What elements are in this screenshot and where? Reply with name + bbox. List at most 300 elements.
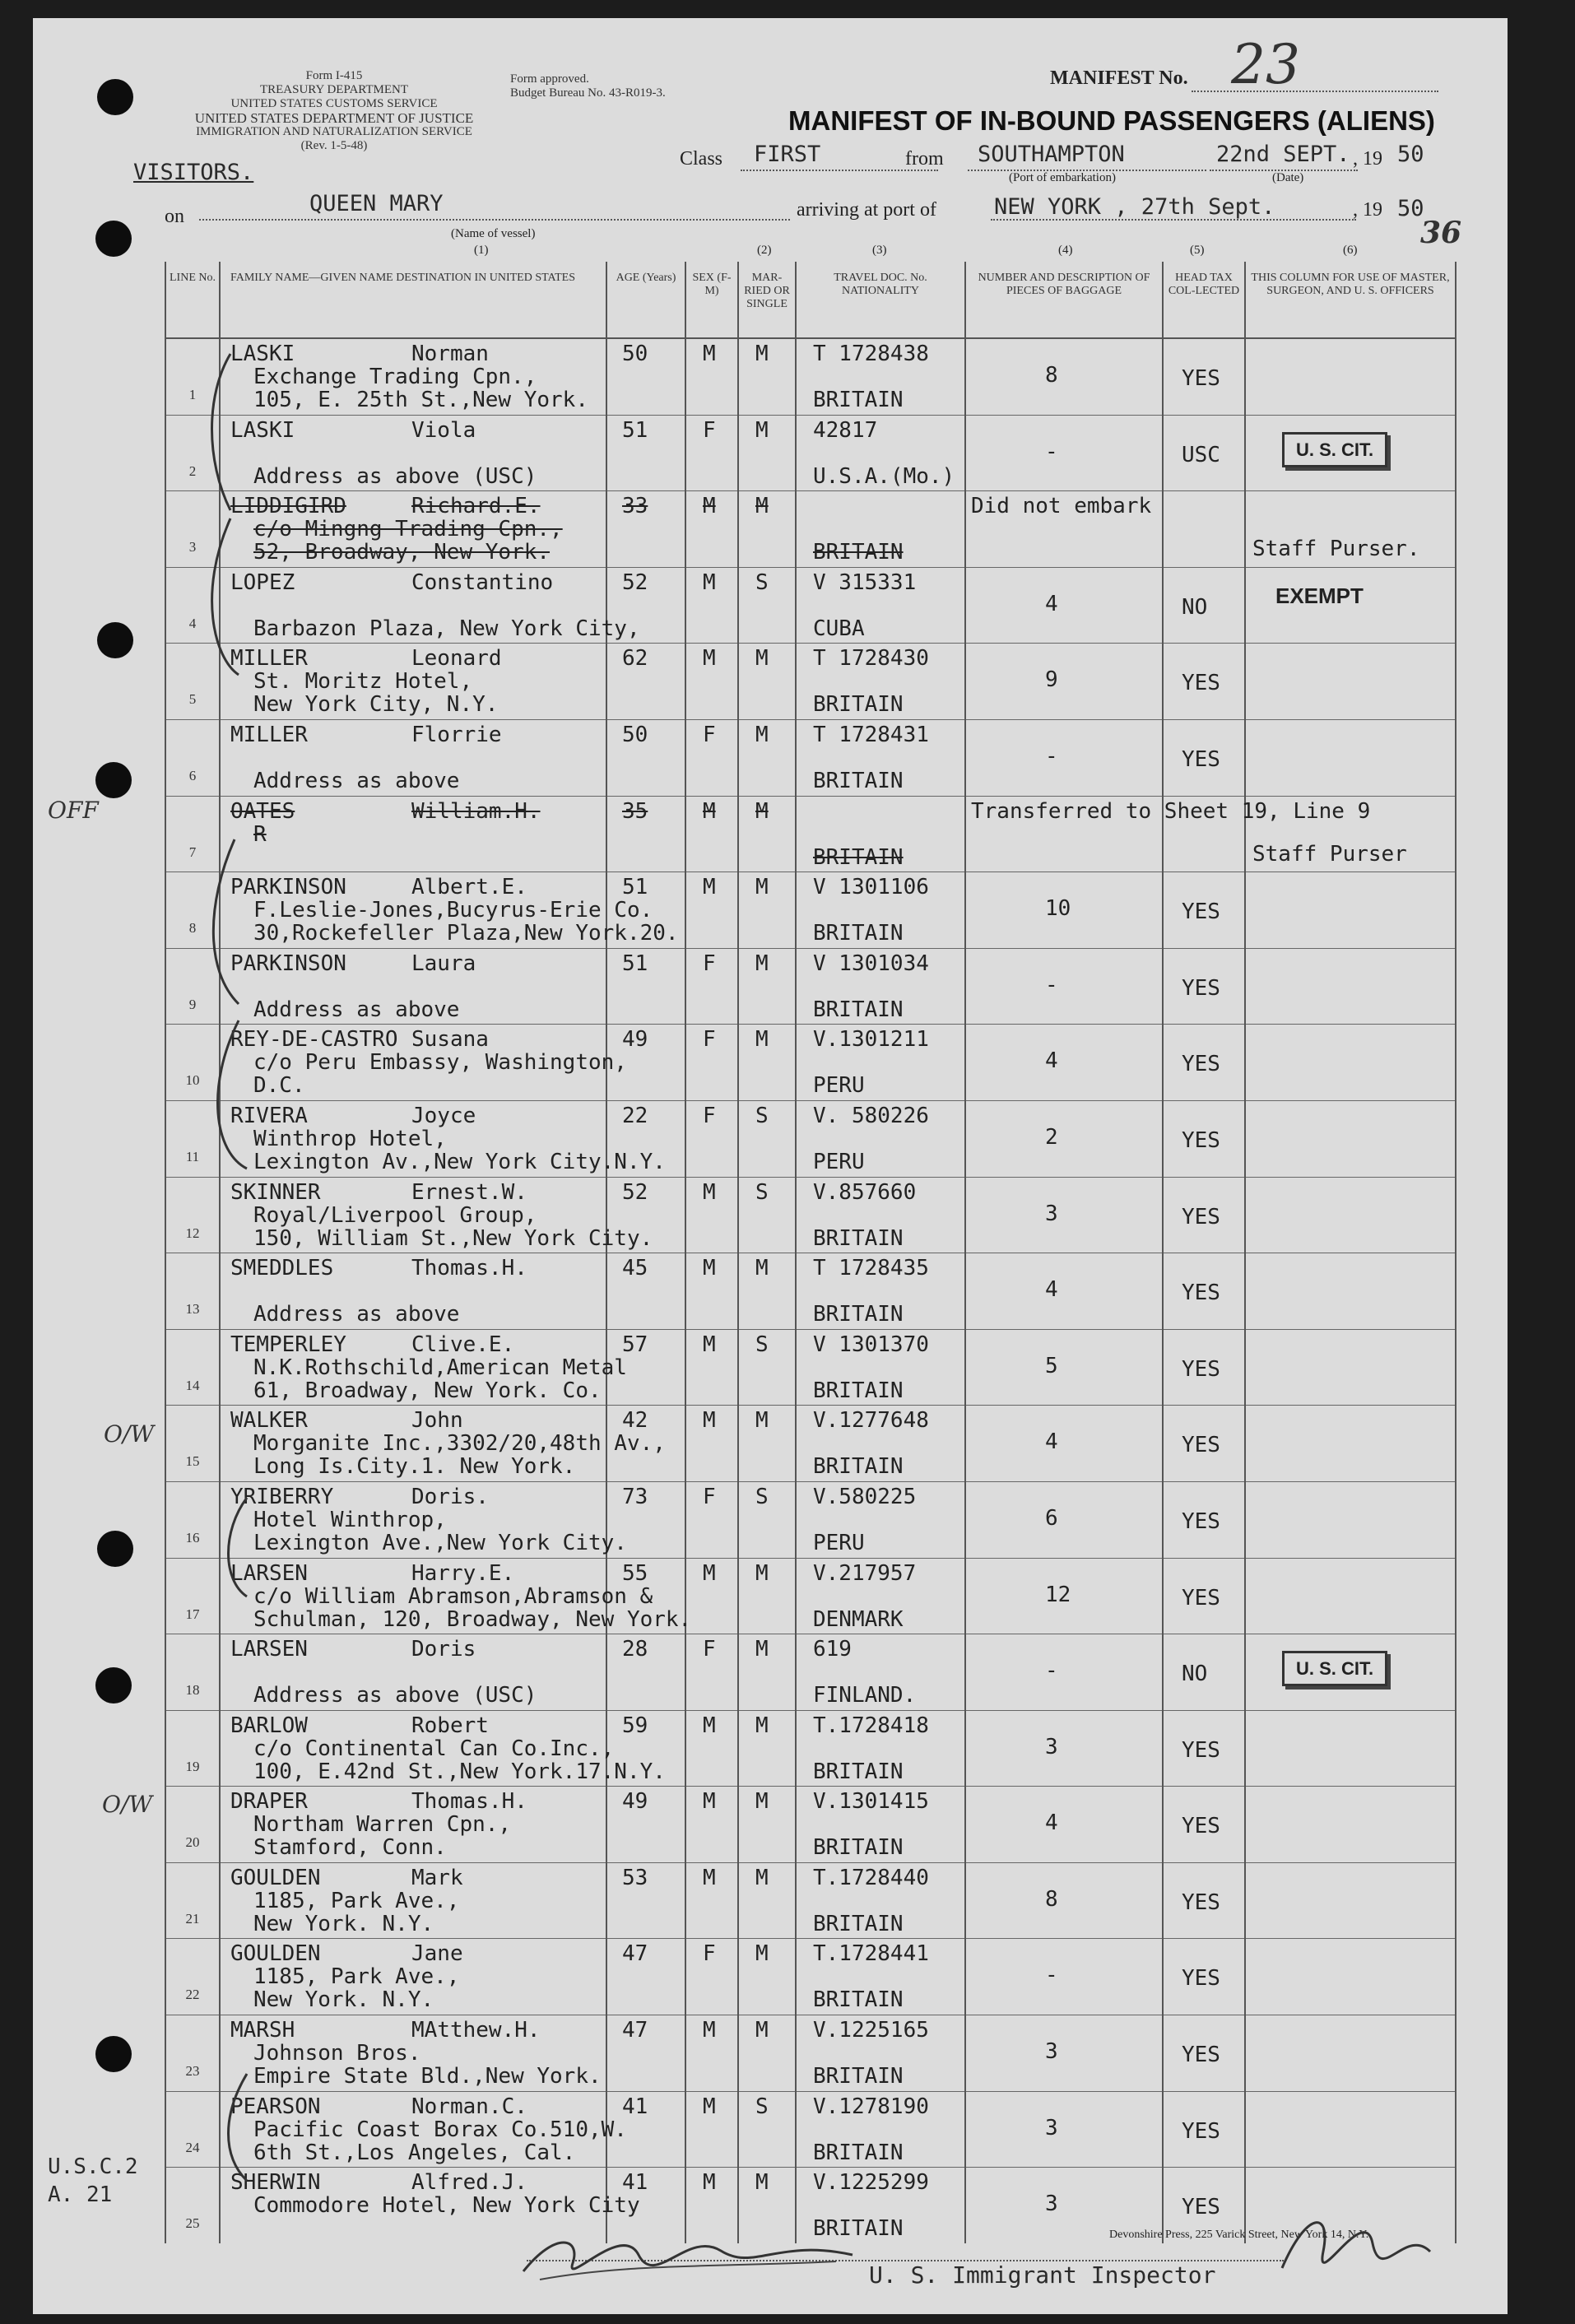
given-name: MAtthew.H. [411,2018,541,2043]
destination-line-2: Stamford, Conn. [253,1835,447,1861]
form-id-block [161,69,507,153]
initials-signature [1274,2194,1438,2284]
baggage-count: - [1045,1963,1058,1988]
age-cell [606,491,685,568]
passenger-row [165,1406,1456,1482]
exempt-stamp: EXEMPT [1275,583,1364,608]
age: 41 [622,2170,648,2196]
given-name: Viola [411,417,476,443]
destination-line-1: Morganite Inc.,3302/20,48th Av., [253,1431,666,1457]
head-tax-cell [1163,1787,1245,1863]
baggage-count: 3 [1045,1201,1058,1226]
passenger-row [165,1558,1456,1634]
baggage-count: - [1045,972,1058,997]
family-name: LIDDIGIRD [230,494,346,519]
destination-line-1: c/o Mingng Trading Cpn., [253,517,563,542]
age: 73 [622,1484,648,1509]
punch-hole [97,79,133,115]
age: 57 [622,1332,648,1357]
officer-remarks-cell [1245,644,1456,720]
age-cell [606,719,685,796]
baggage-cell [965,491,1163,568]
line-number: 19 [185,1758,200,1774]
sex-cell [685,2015,738,2092]
family-name: SHERWIN [230,2170,321,2196]
sex: F [703,1637,716,1662]
sex: M [703,1713,716,1738]
head-tax: NO [1182,1662,1208,1687]
name-cell [220,948,606,1025]
bracket-marks [173,346,272,2238]
officer-remarks-cell [1245,796,1456,872]
passenger-row [165,1634,1456,1711]
officer-remarks-cell [1245,2015,1456,2092]
nationality: FINLAND. [813,1683,917,1708]
family-name: BARLOW [230,1713,308,1738]
age-cell [606,1710,685,1787]
given-name: Jane [411,1941,463,1967]
sex: M [703,1560,716,1586]
head-tax: YES [1182,1889,1220,1915]
sex-cell [685,644,738,720]
given-name: Thomas.H. [411,1789,527,1815]
name-cell [220,719,606,796]
travel-doc-number: V.1278190 [813,2094,929,2119]
baggage-count: 3 [1045,1734,1058,1759]
head-tax-cell [1163,1100,1245,1177]
head-tax: YES [1182,1814,1220,1839]
sex: M [703,2170,716,2196]
head-tax-cell [1163,1177,1245,1253]
family-name: LASKI [230,342,295,366]
line-number: 4 [188,615,197,631]
manifest-title: MANIFEST OF IN-BOUND PASSENGERS (ALIENS) [788,105,1435,136]
line-number: 20 [185,1834,200,1851]
nationality: PERU [813,1530,865,1555]
justice-name: UNITED STATES DEPARTMENT OF JUSTICE [194,110,474,126]
destination-line-1: Hotel Winthrop, [253,1507,447,1532]
travel-doc-cell [796,1481,965,1558]
destination-line-2: New York City, N.Y. [253,692,499,718]
name-cell [220,1787,606,1863]
head-tax: YES [1182,366,1220,391]
travel-doc-cell [796,1100,965,1177]
head-tax-cell [1163,2015,1245,2092]
marital-status: M [755,1256,769,1281]
date-caption: (Date) [1272,171,1304,184]
sex-cell [685,1177,738,1253]
punch-hole [95,221,132,257]
head-tax: YES [1182,1966,1220,1992]
passenger-row [165,1939,1456,2015]
marital-status: M [755,417,769,443]
age-cell [606,1025,685,1101]
sex-cell [685,1253,738,1330]
travel-doc-cell [796,415,965,491]
head-tax: USC [1182,442,1220,467]
age: 51 [622,875,648,900]
line-number: 15 [185,1453,200,1470]
name-cell [220,796,606,872]
officer-remarks-cell [1245,1406,1456,1482]
manifest-no-label: MANIFEST No. [1050,67,1188,89]
family-name: TEMPERLEY [230,1332,346,1357]
family-name: RIVERA [230,1103,308,1128]
age: 28 [622,1637,648,1662]
given-name: Mark [411,1865,463,1890]
passenger-row [165,1177,1456,1253]
age-cell [606,1862,685,1939]
destination-line-2: Long Is.City.1. New York. [253,1454,576,1480]
age-cell [606,1558,685,1634]
travel-doc-cell [796,1406,965,1482]
nationality: BRITAIN [813,540,904,565]
married-cell [738,1025,796,1101]
baggage-count: - [1045,743,1058,769]
head-tax: YES [1182,671,1220,696]
destination-line-2: Lexington Av.,New York City.N.Y. [253,1149,666,1174]
officer-remarks-cell [1245,338,1456,415]
baggage-count: 4 [1045,1277,1058,1303]
destination-line-2: 100, E.42nd St.,New York.17.N.Y. [253,1759,666,1784]
sex-cell [685,1100,738,1177]
baggage-cell [965,1558,1163,1634]
baggage-cell [965,1787,1163,1863]
marital-status: M [755,1027,769,1053]
head-tax-cell [1163,1481,1245,1558]
officer-remarks-cell [1245,2091,1456,2168]
age: 33 [622,494,648,519]
destination-line-2: New York. N.Y. [253,1911,434,1936]
vessel-name: QUEEN MARY [309,191,444,216]
line-number: 24 [185,2139,200,2155]
line-number: 2 [188,462,197,479]
travel-doc-cell [796,719,965,796]
age-cell [606,1634,685,1711]
sex: M [703,646,716,672]
baggage-count: 3 [1045,2039,1058,2065]
destination-line-2: Address as above (USC) [253,463,537,489]
age-cell [606,644,685,720]
given-name: Doris. [411,1484,489,1509]
name-cell [220,1025,627,1101]
marital-status: M [755,1789,769,1815]
nationality: BRITAIN [813,2216,904,2242]
name-cell [220,1481,627,1558]
line-number: 21 [185,1910,200,1927]
baggage-cell [965,948,1163,1025]
family-name: SKINNER [230,1179,321,1205]
head-tax: YES [1182,2195,1220,2220]
given-name: William.H. [411,798,541,824]
arrival-year-prefix: , 19 [1353,199,1382,221]
sex-cell [685,415,738,491]
officer-remarks-cell [1245,1787,1456,1863]
travel-doc-cell [796,1939,965,2015]
sex: M [703,342,716,366]
line-number: 22 [185,1987,200,2003]
head-tax-cell [1163,338,1245,415]
marital-status: S [755,1103,769,1128]
travel-doc-number: V.217957 [813,1560,917,1586]
nationality: BRITAIN [813,1225,904,1251]
margin-note-ow-2: O/W [102,1791,153,1818]
given-name: Laura [411,951,476,976]
head-tax-cell [1163,1710,1245,1787]
given-name: Florrie [411,722,502,747]
sex-cell [685,567,738,644]
passenger-row [165,1100,1456,1177]
baggage-count: 12 [1045,1582,1071,1607]
officer-remarks-cell [1245,1710,1456,1787]
head-tax: YES [1182,1737,1220,1763]
nationality: BRITAIN [813,2140,904,2165]
marital-status: M [755,1865,769,1890]
marital-status: M [755,342,769,366]
marital-status: M [755,494,769,519]
family-name: OATES [230,798,295,824]
nationality: BRITAIN [813,921,904,946]
name-cell [220,415,606,491]
age-cell [606,338,685,415]
head-tax-cell [1163,796,1245,872]
officer-remarks-cell [1245,872,1456,949]
baggage-cell [965,1025,1163,1101]
travel-doc-cell [796,2015,965,2092]
age-cell [606,415,685,491]
family-name: PEARSON [230,2094,321,2119]
port-embarkation: SOUTHAMPTON [978,142,1125,167]
col-header-age: AGE (Years) [606,262,685,338]
passenger-row [165,948,1456,1025]
line-number: 18 [185,1682,200,1699]
baggage-count: 4 [1045,591,1058,616]
passenger-row [165,872,1456,949]
destination-line-1: c/o Peru Embassy, Washington, [253,1050,627,1076]
travel-doc-number: 619 [813,1637,852,1662]
travel-doc-number: T.1728441 [813,1941,929,1967]
destination-line-1: N.K.Rothschild,American Metal [253,1355,627,1380]
destination-line-1: Johnson Bros. [253,2041,421,2066]
travel-doc-cell [796,644,965,720]
passenger-row [165,491,1456,568]
age: 62 [622,646,648,672]
marital-status: M [755,1713,769,1738]
travel-doc-number: V.1301211 [813,1027,929,1053]
destination-line-1: Winthrop Hotel, [253,1126,447,1151]
baggage-cell [965,2091,1163,2168]
officer-remarks-cell [1245,1939,1456,2015]
travel-doc-cell [796,491,965,568]
age: 52 [622,569,648,595]
baggage-cell [965,415,1163,491]
travel-doc-number: V.1277648 [813,1408,929,1434]
line-number: 10 [185,1072,200,1089]
name-cell [220,338,606,415]
officer-remark: Staff Purser. [1252,537,1420,562]
officer-remarks-cell [1245,491,1456,568]
age-cell [606,1406,685,1482]
head-tax-cell [1163,948,1245,1025]
given-name: Clive.E. [411,1332,515,1357]
sheet-number: 36 [1420,216,1462,250]
sex-cell [685,338,738,415]
head-tax-cell [1163,644,1245,720]
passenger-row [165,338,1456,415]
line-number: 13 [185,1301,200,1318]
head-tax-cell [1163,567,1245,644]
destination-line-1: Northam Warren Cpn., [253,1812,512,1838]
head-tax-cell [1163,1253,1245,1330]
travel-doc-number: V.1225165 [813,2018,929,2043]
given-name: Norman.C. [411,2094,527,2119]
sex: F [703,1941,716,1967]
given-name: Thomas.H. [411,1256,527,1281]
baggage-count: 8 [1045,363,1058,388]
family-name: MARSH [230,2018,295,2043]
travel-doc-number: V 1301106 [813,875,929,900]
married-cell [738,1710,796,1787]
sex-cell [685,2091,738,2168]
passenger-row [165,719,1456,796]
family-name: LARSEN [230,1637,308,1662]
head-tax: YES [1182,1204,1220,1229]
form-id: Form I-415 [305,69,363,82]
sex: M [703,2094,716,2119]
family-name: GOULDEN [230,1941,321,1967]
nationality: DENMARK [813,1606,904,1632]
head-tax: YES [1182,746,1220,772]
married-cell [738,2015,796,2092]
sex: F [703,1027,716,1053]
married-cell [738,1406,796,1482]
destination-line-1: Royal/Liverpool Group, [253,1202,537,1228]
travel-doc-number: T 1728438 [813,342,929,366]
line-number: 3 [188,539,197,555]
travel-doc-cell [796,796,965,872]
age: 42 [622,1408,648,1434]
age-cell [606,1939,685,2015]
ins-name: IMMIGRATION AND NATURALIZATION SERVICE [196,125,472,138]
sex: F [703,722,716,747]
passenger-row [165,1025,1456,1101]
married-cell [738,1862,796,1939]
destination-line-2: Lexington Ave.,New York City. [253,1530,627,1555]
baggage-cell [965,1710,1163,1787]
destination-line-1: Commodore Hotel, New York City [253,2193,640,2219]
given-name: Harry.E. [411,1560,515,1586]
baggage-count: 9 [1045,667,1058,693]
travel-doc-cell [796,1177,965,1253]
punch-hole [95,762,132,798]
sex-cell [685,1481,738,1558]
given-name: John [411,1408,463,1434]
sex: M [703,798,716,824]
year-prefix: , 19 [1353,148,1382,170]
marital-status: M [755,951,769,976]
head-tax-cell [1163,415,1245,491]
sex: F [703,1484,716,1509]
married-cell [738,1939,796,2015]
name-cell [220,1634,606,1711]
col-header-line: LINE No. [165,262,220,338]
nationality: BRITAIN [813,388,904,412]
dept-name: TREASURY DEPARTMENT [259,83,409,96]
age: 53 [622,1865,648,1890]
baggage-count: 6 [1045,1505,1058,1531]
baggage-count: 4 [1045,1048,1058,1074]
sex: F [703,951,716,976]
destination-line-2: 61, Broadway, New York. Co. [253,1378,602,1403]
marital-status: M [755,875,769,900]
marital-status: M [755,1560,769,1586]
marital-status: M [755,1408,769,1434]
nationality: BRITAIN [813,768,904,793]
col-header-baggage: NUMBER AND DESCRIPTION OF PIECES OF BAGGAGE [965,262,1163,338]
col-num-6: (6) [1343,244,1358,257]
officer-remarks-cell [1245,948,1456,1025]
baggage-cell [965,1100,1163,1177]
name-cell [220,1253,606,1330]
age-cell [606,1100,685,1177]
passenger-row [165,1787,1456,1863]
married-cell [738,1177,796,1253]
nationality: BRITAIN [813,844,904,870]
nationality: PERU [813,1073,865,1099]
marital-status: S [755,1179,769,1205]
travel-doc-number: V 1301370 [813,1332,929,1357]
sex: M [703,875,716,900]
married-cell [738,1329,796,1406]
head-tax-cell [1163,1406,1245,1482]
married-cell [738,2091,796,2168]
family-name: DRAPER [230,1789,308,1815]
age: 55 [622,1560,648,1586]
inspector-signature [507,2205,869,2288]
married-cell [738,1100,796,1177]
travel-doc-number: V. 580226 [813,1103,929,1128]
destination-line-1: c/o Continental Can Co.Inc., [253,1736,615,1761]
destination-line-1: Exchange Trading Cpn., [253,365,537,389]
marital-status: M [755,2170,769,2196]
us-citizen-stamp: U. S. CIT. [1282,1651,1387,1686]
travel-doc-cell [796,1558,965,1634]
arrival-year-suffix: 50 [1397,196,1424,221]
inspector-caption: U. S. Immigrant Inspector [869,2261,1216,2289]
year-suffix: 50 [1397,142,1424,167]
married-cell [738,1253,796,1330]
sex-cell [685,1406,738,1482]
given-name: Alfred.J. [411,2170,527,2196]
margin-note-ow-1: O/W [104,1420,155,1448]
baggage-count: Transferred to Sheet 19, Line 9 [971,798,1371,824]
family-name: YRIBERRY [230,1484,334,1509]
nationality: BRITAIN [813,2064,904,2089]
destination-line-2: Empire State Bld.,New York. [253,2064,602,2089]
age: 50 [622,722,648,747]
name-cell [220,1939,606,2015]
age: 49 [622,1789,648,1815]
given-name: Robert [411,1713,489,1738]
sex-cell [685,796,738,872]
marital-status: M [755,1637,769,1662]
family-name: PARKINSON [230,875,346,900]
family-name: GOULDEN [230,1865,321,1890]
destination-line-2: D.C. [253,1073,305,1099]
baggage-cell [965,644,1163,720]
line-number: 11 [185,1148,200,1164]
married-cell [738,567,796,644]
